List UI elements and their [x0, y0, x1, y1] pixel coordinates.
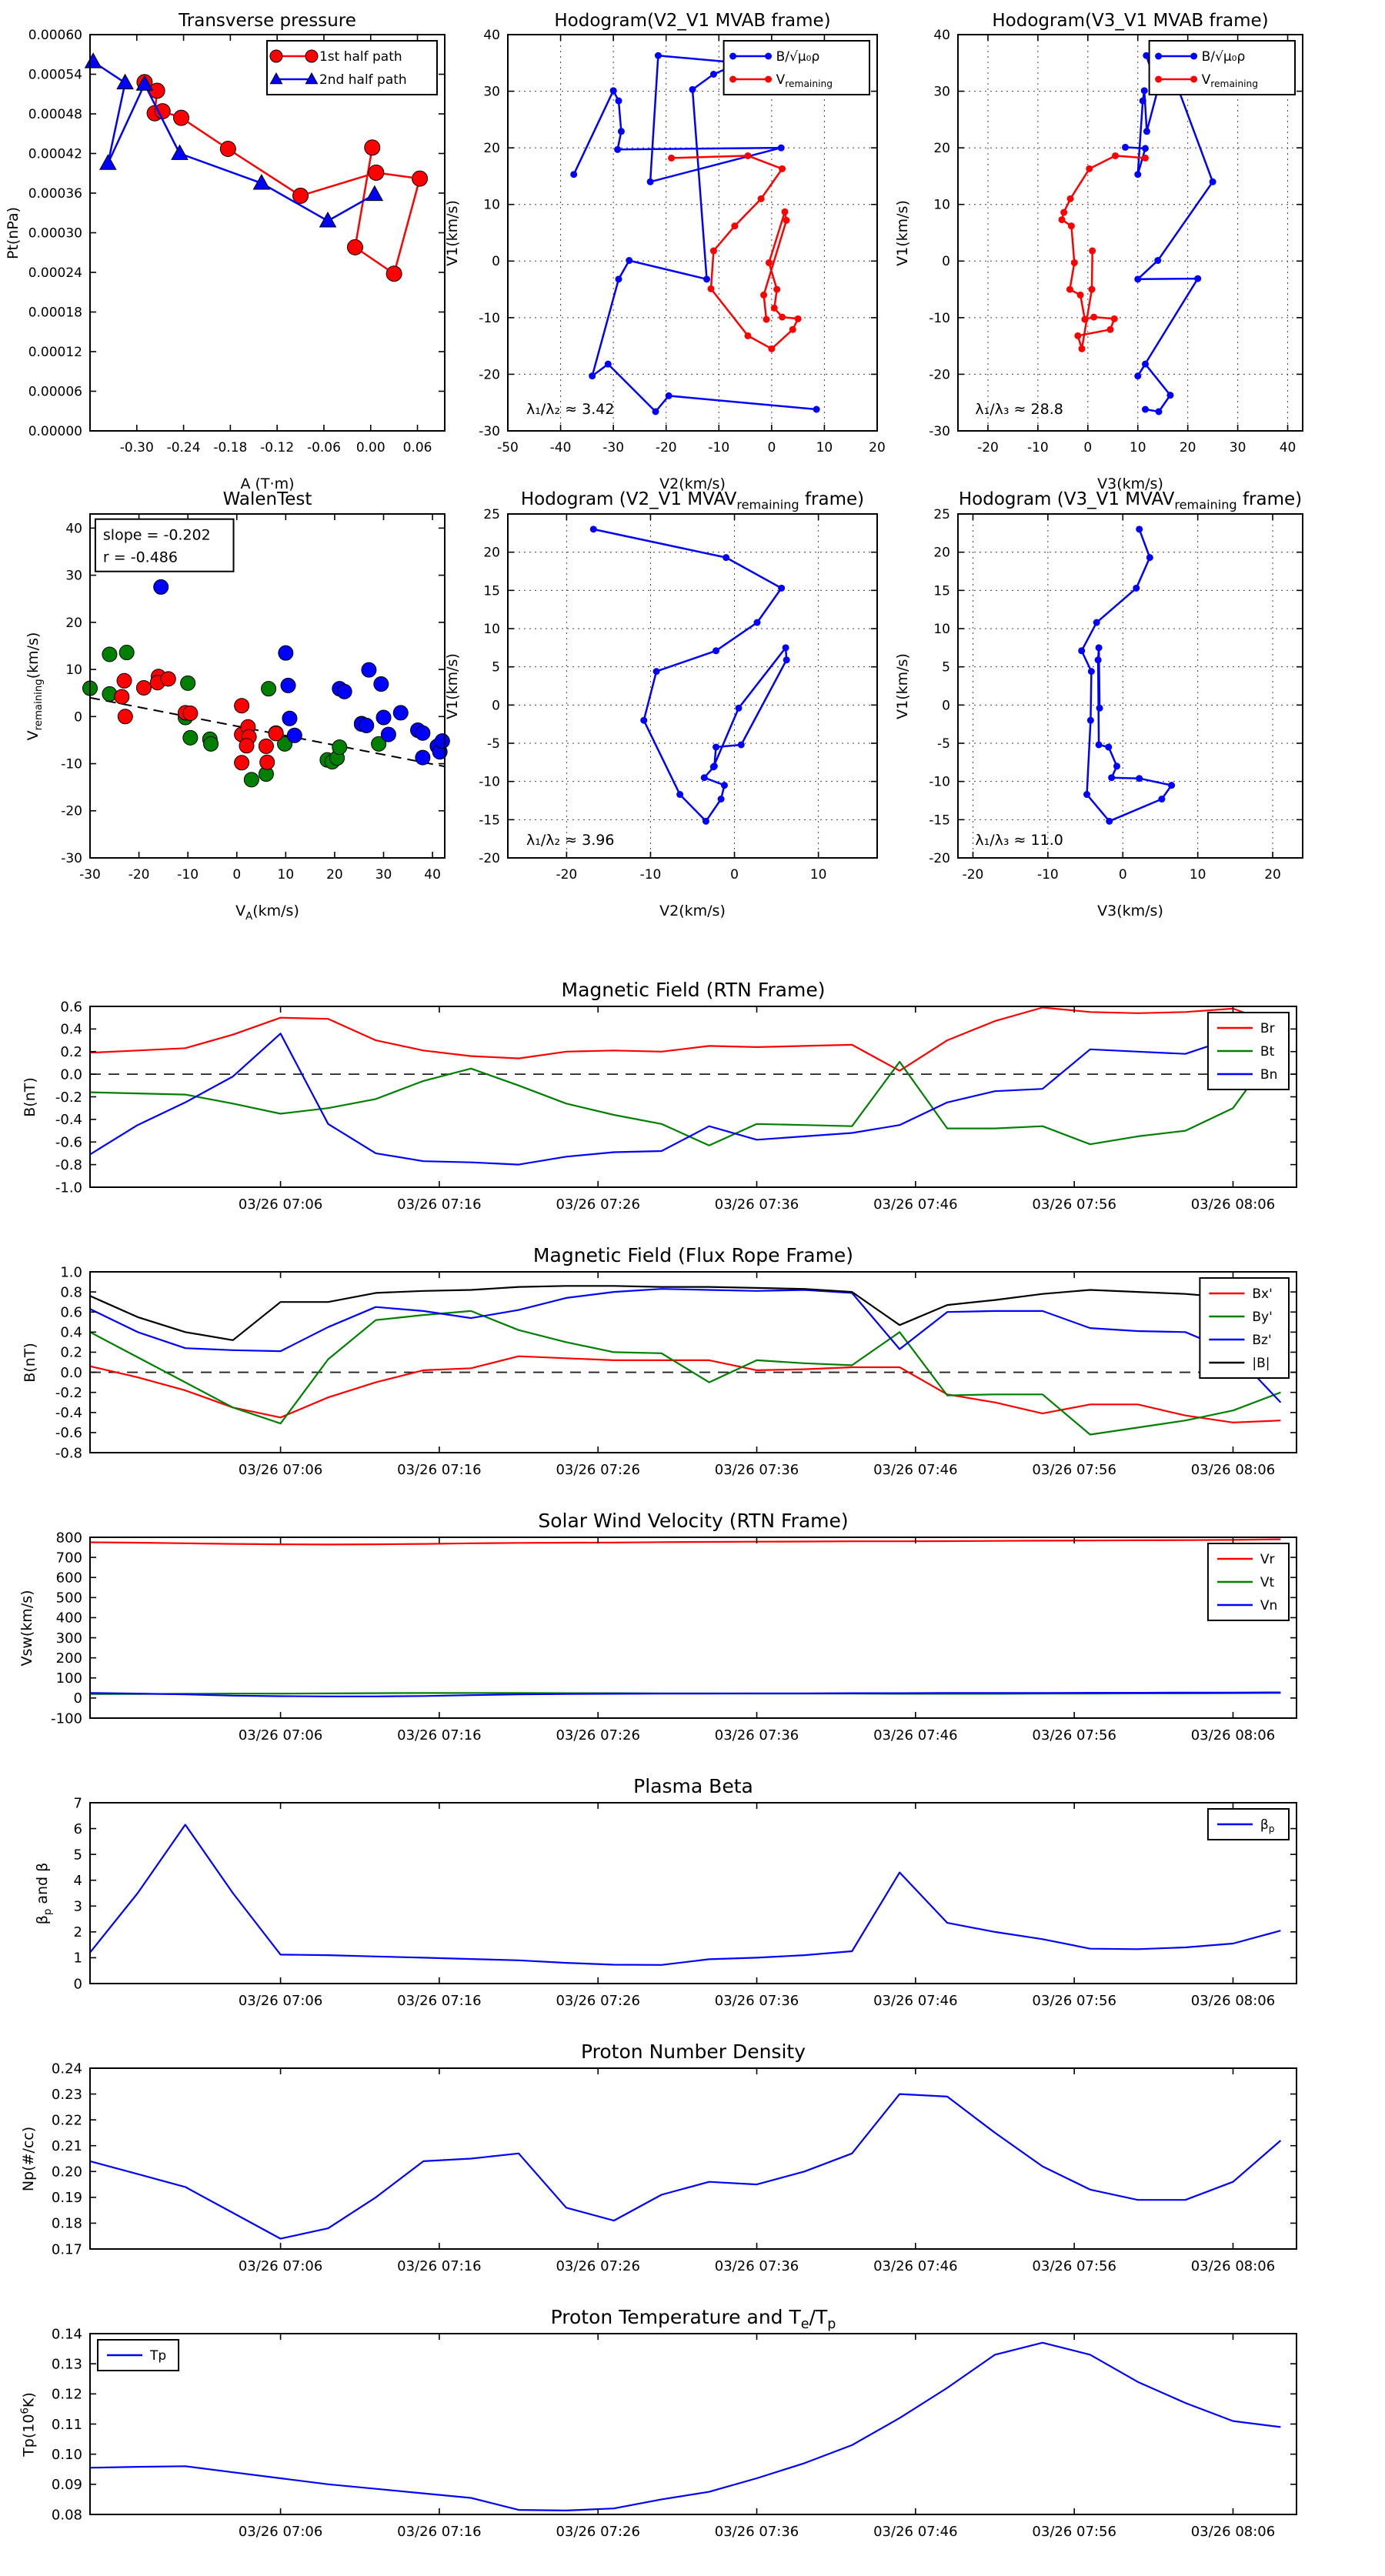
svg-text:-0.6: -0.6: [55, 1134, 82, 1151]
svg-text:03/26 07:26: 03/26 07:26: [556, 1993, 640, 2009]
svg-text:100: 100: [55, 1670, 82, 1687]
plot-canvas: [0, 968, 1385, 1249]
svg-text:Bx': Bx': [1252, 1286, 1273, 1302]
svg-text:20: 20: [1179, 440, 1196, 455]
svg-text:-20: -20: [61, 803, 82, 819]
svg-text:0.00054: 0.00054: [28, 67, 82, 83]
svg-text:-100: -100: [51, 1710, 82, 1727]
svg-text:03/26 08:06: 03/26 08:06: [1190, 2524, 1276, 2540]
svg-text:0.0: 0.0: [60, 1066, 82, 1083]
x-axis-label: V3(km/s): [1097, 903, 1163, 919]
svg-text:25: 25: [933, 506, 950, 522]
svg-text:03/26 07:06: 03/26 07:06: [238, 2524, 323, 2540]
svg-text:-15: -15: [929, 813, 950, 829]
svg-text:03/26 07:26: 03/26 07:26: [556, 1196, 640, 1213]
svg-text:40: 40: [424, 867, 441, 883]
svg-text:0: 0: [942, 254, 950, 270]
svg-text:10: 10: [1129, 440, 1146, 455]
svg-text:10: 10: [816, 440, 833, 455]
svg-text:-0.06: -0.06: [306, 440, 341, 455]
svg-text:-20: -20: [929, 367, 950, 383]
svg-text:0: 0: [74, 709, 82, 726]
svg-text:5: 5: [492, 659, 500, 676]
svg-text:B/√μ₀ρ: B/√μ₀ρ: [776, 48, 820, 65]
svg-text:03/26 07:06: 03/26 07:06: [238, 2258, 323, 2274]
svg-text:λ₁/λ₃ ≈ 11.0: λ₁/λ₃ ≈ 11.0: [975, 832, 1063, 849]
svg-text:-20: -20: [977, 440, 999, 455]
svg-text:-30: -30: [602, 440, 625, 455]
plot-title: Magnetic Field (Flux Rope Frame): [532, 1244, 854, 1266]
svg-text:0.00024: 0.00024: [28, 265, 82, 281]
svg-text:25: 25: [483, 506, 500, 522]
x-axis-label: $V_A(km/s)$: [235, 903, 299, 923]
svg-text:0.00030: 0.00030: [28, 225, 82, 242]
svg-text:0.00000: 0.00000: [28, 423, 82, 439]
svg-text:03/26 07:06: 03/26 07:06: [238, 1196, 323, 1213]
svg-text:0: 0: [492, 698, 500, 714]
svg-text:-10: -10: [929, 310, 950, 326]
svg-text:0.2: 0.2: [60, 1044, 82, 1061]
svg-text:0.21: 0.21: [51, 2138, 82, 2155]
svg-text:03/26 07:56: 03/26 07:56: [1032, 1196, 1116, 1213]
svg-text:700: 700: [55, 1550, 82, 1567]
y-axis-label: Vsw(km/s): [18, 1589, 35, 1667]
svg-text:0.22: 0.22: [51, 2112, 82, 2129]
svg-text:03/26 07:56: 03/26 07:56: [1032, 1462, 1116, 1478]
svg-text:Vremaining​: $V_{remaining}$: [1201, 72, 1259, 89]
svg-text:20: 20: [326, 867, 343, 883]
svg-text:03/26 07:26: 03/26 07:26: [556, 1462, 640, 1478]
svg-text:03/26 07:26: 03/26 07:26: [556, 2258, 640, 2274]
y-axis-label: B(nT): [22, 1342, 38, 1383]
svg-text:03/26 07:26: 03/26 07:26: [556, 1727, 640, 1743]
svg-text:Bn: Bn: [1260, 1066, 1278, 1083]
svg-text:03/26 08:06: 03/26 08:06: [1190, 2258, 1276, 2274]
svg-text:40: 40: [483, 27, 500, 43]
svg-text:20: 20: [483, 545, 500, 561]
svg-text:03/26 07:16: 03/26 07:16: [397, 1727, 482, 1743]
svg-text:βp​: $\beta_p$: [1260, 1817, 1275, 1834]
svg-text:03/26 07:36: 03/26 07:36: [714, 1727, 799, 1743]
y-axis-label: B(nT): [22, 1076, 38, 1117]
svg-text:-0.6: -0.6: [55, 1425, 82, 1442]
svg-text:0.4: 0.4: [60, 1324, 82, 1341]
svg-text:03/26 07:46: 03/26 07:46: [873, 1993, 958, 2009]
svg-text:03/26 08:06: 03/26 08:06: [1190, 1993, 1276, 2009]
svg-text:-10: -10: [177, 867, 199, 883]
svg-text:03/26 07:56: 03/26 07:56: [1032, 1993, 1116, 2009]
svg-text:-20: -20: [962, 867, 984, 883]
svg-text:3: 3: [73, 1898, 82, 1915]
svg-text:30: 30: [65, 568, 82, 584]
svg-text:-10: -10: [708, 440, 730, 455]
svg-text:30: 30: [483, 84, 500, 100]
svg-text:-1.0: -1.0: [55, 1180, 82, 1196]
plot-title: Plasma Beta: [633, 1775, 753, 1797]
svg-text:03/26 07:46: 03/26 07:46: [873, 1462, 958, 1478]
svg-text:20: 20: [1264, 867, 1281, 883]
svg-text:Vr: Vr: [1260, 1551, 1275, 1567]
svg-text:-30: -30: [929, 423, 950, 439]
svg-text:03/26 07:06: 03/26 07:06: [238, 1993, 323, 2009]
x-axis-label: V2(km/s): [659, 475, 726, 492]
svg-text:300: 300: [55, 1630, 82, 1647]
x-axis-label: A (T·m): [240, 475, 295, 492]
svg-text:λ₁/λ₂ ≈ 3.96: λ₁/λ₂ ≈ 3.96: [526, 832, 615, 849]
svg-text:0.2: 0.2: [60, 1344, 82, 1361]
svg-text:0.09: 0.09: [51, 2477, 82, 2494]
plot-title: Proton Number Density: [581, 2040, 806, 2063]
svg-text:500: 500: [55, 1590, 82, 1607]
svg-text:-0.8: -0.8: [55, 1445, 82, 1462]
svg-text:03/26 07:56: 03/26 07:56: [1032, 2258, 1116, 2274]
svg-text:-10: -10: [479, 310, 500, 326]
svg-text:6: 6: [73, 1820, 82, 1837]
svg-text:0.00042: 0.00042: [28, 146, 82, 162]
plot-canvas: [850, 475, 1385, 919]
svg-text:30: 30: [1229, 440, 1246, 455]
x-axis-label: V2(km/s): [659, 903, 726, 919]
svg-text:-20: -20: [556, 867, 578, 883]
svg-text:0.00006: 0.00006: [28, 384, 82, 400]
svg-text:0.00: 0.00: [355, 440, 385, 455]
svg-text:-0.24: -0.24: [166, 440, 201, 455]
svg-text:0.4: 0.4: [60, 1021, 82, 1038]
svg-text:40: 40: [1279, 440, 1297, 455]
svg-text:30: 30: [375, 867, 392, 883]
svg-text:10: 10: [933, 197, 950, 213]
svg-text:10: 10: [483, 197, 500, 213]
svg-text:Br: Br: [1260, 1020, 1275, 1036]
svg-text:0: 0: [232, 867, 242, 883]
svg-text:400: 400: [55, 1610, 82, 1627]
svg-text:0.23: 0.23: [51, 2086, 82, 2103]
svg-text:-30: -30: [79, 867, 101, 883]
svg-text:By': By': [1252, 1309, 1273, 1325]
svg-text:03/26 07:36: 03/26 07:36: [714, 1196, 799, 1213]
svg-text:0: 0: [492, 254, 500, 270]
svg-text:-5: -5: [937, 736, 950, 752]
svg-text:-5: -5: [487, 736, 500, 752]
svg-text:03/26 07:56: 03/26 07:56: [1032, 1727, 1116, 1743]
svg-text:0.19: 0.19: [51, 2190, 82, 2207]
svg-text:7: 7: [73, 1795, 82, 1812]
svg-text:0: 0: [730, 867, 739, 883]
svg-text:0.00012: 0.00012: [28, 344, 82, 360]
svg-text:0: 0: [73, 1690, 82, 1707]
svg-text:0.20: 0.20: [51, 2164, 82, 2181]
svg-text:0.12: 0.12: [51, 2386, 82, 2403]
svg-text:10: 10: [1189, 867, 1206, 883]
svg-text:2: 2: [73, 1924, 82, 1941]
svg-text:03/26 07:16: 03/26 07:16: [397, 2258, 482, 2274]
svg-text:03/26 07:06: 03/26 07:06: [238, 1462, 323, 1478]
plot-title: Proton Temperature and $T_e/T_p$: [550, 2306, 836, 2332]
svg-text:4: 4: [73, 1873, 82, 1890]
svg-text:0.17: 0.17: [51, 2241, 82, 2258]
plot-canvas: [0, 1233, 1385, 1514]
svg-text:|B|: |B|: [1252, 1355, 1270, 1371]
svg-text:20: 20: [483, 141, 500, 157]
svg-text:-20: -20: [479, 367, 500, 383]
svg-text:03/26 07:06: 03/26 07:06: [238, 1727, 323, 1743]
y-axis-label: V1(km/s): [444, 199, 461, 266]
svg-text:-15: -15: [479, 813, 500, 829]
svg-text:0.18: 0.18: [51, 2215, 82, 2232]
svg-text:03/26 07:36: 03/26 07:36: [714, 2258, 799, 2274]
svg-text:03/26 08:06: 03/26 08:06: [1190, 1727, 1276, 1743]
svg-text:03/26 07:46: 03/26 07:46: [873, 2258, 958, 2274]
svg-text:Tp: Tp: [150, 2347, 167, 2364]
plot-title: Hodogram (V3_V1 $MVAV_{remaining}$ frame): [958, 489, 1303, 512]
svg-text:5: 5: [73, 1847, 82, 1864]
svg-text:5: 5: [942, 659, 950, 676]
svg-text:03/26 07:56: 03/26 07:56: [1032, 2524, 1116, 2540]
svg-text:0.06: 0.06: [402, 440, 432, 455]
plot-canvas: [0, 1764, 1385, 2045]
svg-text:-10: -10: [1026, 440, 1049, 455]
svg-text:40: 40: [65, 521, 82, 537]
svg-text:Bt: Bt: [1260, 1043, 1275, 1059]
svg-text:λ₁/λ₃ ≈ 28.8: λ₁/λ₃ ≈ 28.8: [975, 400, 1063, 418]
svg-text:03/26 08:06: 03/26 08:06: [1190, 1196, 1276, 1213]
svg-text:Bz': Bz': [1252, 1332, 1272, 1348]
svg-text:-30: -30: [479, 423, 500, 439]
svg-text:20: 20: [65, 615, 82, 631]
svg-text:03/26 07:16: 03/26 07:16: [397, 1993, 482, 2009]
svg-text:0.6: 0.6: [60, 999, 82, 1016]
svg-text:20: 20: [869, 440, 886, 455]
svg-text:03/26 08:06: 03/26 08:06: [1190, 1462, 1276, 1478]
svg-text:03/26 07:36: 03/26 07:36: [714, 1462, 799, 1478]
svg-text:0.8: 0.8: [60, 1284, 82, 1301]
svg-text:15: 15: [933, 583, 950, 599]
svg-text:r = -0.486: r = -0.486: [102, 549, 178, 566]
svg-text:Vn: Vn: [1260, 1597, 1278, 1613]
svg-text:-50: -50: [497, 440, 519, 455]
svg-text:-0.18: -0.18: [213, 440, 248, 455]
y-axis-label: $Tp(10^6K)$: [19, 2391, 38, 2457]
svg-text:03/26 07:46: 03/26 07:46: [873, 1727, 958, 1743]
plot-title: Hodogram(V3_V1 MVAB frame): [992, 11, 1269, 31]
svg-text:-20: -20: [128, 867, 150, 883]
svg-text:0.0: 0.0: [60, 1364, 82, 1381]
svg-text:-0.4: -0.4: [55, 1112, 82, 1129]
svg-text:-0.30: -0.30: [119, 440, 154, 455]
plot-canvas: [0, 1499, 1385, 1780]
svg-text:03/26 07:46: 03/26 07:46: [873, 1196, 958, 1213]
svg-text:-10: -10: [929, 774, 950, 790]
svg-text:0.08: 0.08: [51, 2507, 82, 2524]
svg-text:-0.12: -0.12: [260, 440, 295, 455]
svg-text:-20: -20: [655, 440, 677, 455]
svg-text:-20: -20: [929, 850, 950, 866]
svg-text:800: 800: [55, 1530, 82, 1547]
svg-text:40: 40: [933, 27, 950, 43]
plot-title: WalenTest: [222, 489, 312, 509]
svg-text:03/26 07:16: 03/26 07:16: [397, 2524, 482, 2540]
svg-text:0.24: 0.24: [51, 2060, 82, 2077]
svg-text:0.00060: 0.00060: [28, 27, 82, 43]
svg-text:0: 0: [73, 1976, 82, 1993]
svg-text:-30: -30: [61, 850, 82, 866]
svg-text:-0.4: -0.4: [55, 1405, 82, 1422]
svg-text:03/26 07:46: 03/26 07:46: [873, 2524, 958, 2540]
svg-text:0: 0: [1083, 440, 1093, 455]
svg-text:0.11: 0.11: [51, 2416, 82, 2433]
svg-text:1: 1: [73, 1950, 82, 1967]
svg-text:1.0: 1.0: [60, 1264, 82, 1281]
svg-text:0: 0: [767, 440, 776, 455]
svg-text:0.14: 0.14: [51, 2326, 82, 2343]
svg-text:Vremaining​: $V_{remaining}$: [776, 72, 833, 89]
svg-text:10: 10: [483, 621, 500, 637]
y-axis-label: V1(km/s): [894, 199, 911, 266]
svg-text:λ₁/λ₂ ≈ 3.42: λ₁/λ₂ ≈ 3.42: [526, 400, 615, 418]
svg-text:Vt: Vt: [1260, 1574, 1275, 1590]
y-axis-label: V1(km/s): [894, 652, 911, 719]
svg-text:0.10: 0.10: [51, 2446, 82, 2463]
svg-text:15: 15: [483, 583, 500, 599]
y-axis-label: V1(km/s): [444, 652, 461, 719]
y-axis-label: $V_{remaining}(km/s)$: [25, 632, 45, 740]
svg-text:10: 10: [809, 867, 827, 883]
svg-text:03/26 07:16: 03/26 07:16: [397, 1196, 482, 1213]
svg-text:-10: -10: [479, 774, 500, 790]
svg-text:0.6: 0.6: [60, 1304, 82, 1321]
svg-text:10: 10: [933, 621, 950, 637]
svg-text:10: 10: [277, 867, 295, 883]
svg-text:20: 20: [933, 545, 950, 561]
svg-text:-0.2: -0.2: [55, 1089, 82, 1106]
x-axis-label: V3(km/s): [1097, 475, 1163, 492]
svg-text:0.00036: 0.00036: [28, 185, 82, 202]
svg-text:0.00048: 0.00048: [28, 106, 82, 122]
y-axis-label: $\beta_p$ and β: [34, 1862, 54, 1924]
svg-text:03/26 07:36: 03/26 07:36: [714, 2524, 799, 2540]
plot-title: Transverse pressure: [179, 11, 356, 31]
svg-text:0.13: 0.13: [51, 2356, 82, 2373]
svg-text:1st half path: 1st half path: [319, 48, 402, 65]
plot-canvas: [850, 0, 1385, 492]
y-axis-label: Np(#/cc): [20, 2126, 37, 2191]
svg-text:200: 200: [55, 1650, 82, 1667]
svg-text:03/26 07:36: 03/26 07:36: [714, 1993, 799, 2009]
svg-text:slope = -0.202: slope = -0.202: [102, 526, 211, 544]
plot-title: Magnetic Field (RTN Frame): [561, 979, 826, 1001]
plot-title: Hodogram (V2_V1 $MVAV_{remaining}$ frame): [520, 489, 865, 512]
y-axis-label: Pt(nPa): [5, 206, 22, 259]
svg-text:2nd half path: 2nd half path: [319, 72, 407, 88]
svg-text:10: 10: [65, 662, 82, 679]
svg-text:-0.8: -0.8: [55, 1156, 82, 1173]
svg-text:0: 0: [1118, 867, 1127, 883]
svg-text:-20: -20: [479, 850, 500, 866]
plot-title: Solar Wind Velocity (RTN Frame): [538, 1510, 849, 1532]
svg-text:20: 20: [933, 141, 950, 157]
plot-title: Hodogram(V2_V1 MVAB frame): [554, 11, 831, 31]
svg-text:03/26 07:26: 03/26 07:26: [556, 2524, 640, 2540]
svg-text:-0.2: -0.2: [55, 1384, 82, 1401]
svg-text:-10: -10: [1036, 867, 1059, 883]
svg-text:-40: -40: [549, 440, 572, 455]
svg-text:-10: -10: [61, 756, 82, 772]
svg-text:03/26 07:16: 03/26 07:16: [397, 1462, 482, 1478]
svg-text:600: 600: [55, 1570, 82, 1587]
plot-canvas: [0, 2295, 1385, 2576]
svg-text:B/√μ₀ρ: B/√μ₀ρ: [1201, 48, 1246, 65]
svg-text:0.00018: 0.00018: [28, 305, 82, 321]
plot-canvas: [0, 2030, 1385, 2311]
svg-text:30: 30: [933, 84, 950, 100]
svg-text:0: 0: [942, 698, 950, 714]
svg-text:-10: -10: [639, 867, 662, 883]
